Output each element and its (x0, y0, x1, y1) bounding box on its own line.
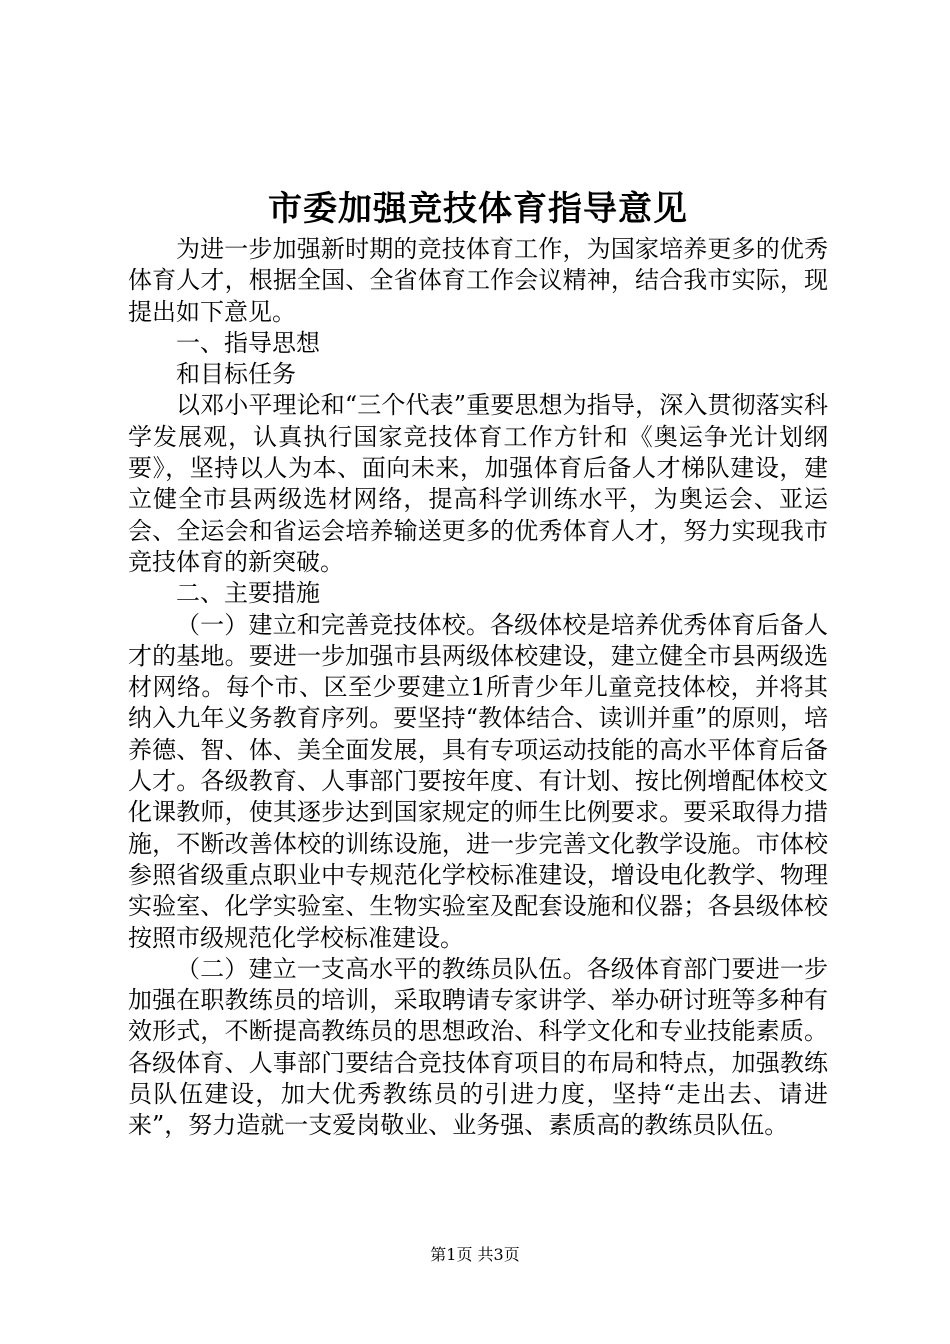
section-heading-objectives: 和目标任务 (176, 360, 296, 389)
guiding-thought-paragraph: 以邓小平理论和“三个代表”重要思想为指导，深入贯彻落实科学发展观，认真执行国家竞技体育工作方针和《奥运争光计划纲要》，坚持以人为本、面向未来，加强体育后备人才梯队建设，建立健全市县两级选材网络，提高科学训练水平，为奥运会、亚运会、全运会和省运会培养输送更多的优秀体育人才，努力实现我市竞技体育的新突破。 (128, 391, 828, 576)
section-heading-main-measures: 二、主要措施 (176, 579, 320, 608)
document-page (128, 186, 828, 1142)
measure-two-paragraph: （二）建立一支高水平的教练员队伍。各级体育部门要进一步加强在职教练员的培训，采取聘请专家讲学、举办研讨班等多种有效形式，不断提高教练员的思想政治、科学文化和专业技能素质。各级体育、人事部门要结合竞技体育项目的布局和特点，加强教练员队伍建设，加大优秀教练员的引进力度，坚持“走出去、请进来”，努力造就一支爱岗敬业、业务强、素质高的教练员队伍。 (128, 954, 828, 1140)
document-title: 市委加强竞技体育指导意见 (268, 189, 688, 229)
page-footer: 第1页 共3页 (430, 1245, 520, 1264)
intro-paragraph: 为进一步加强新时期的竞技体育工作，为国家培养更多的优秀体育人才，根据全国、全省体育工作会议精神，结合我市实际，现提出如下意见。 (128, 235, 828, 326)
section-heading-guiding-thought: 一、指导思想 (176, 328, 320, 357)
measure-one-paragraph: （一）建立和完善竞技体校。各级体校是培养优秀体育后备人才的基地。要进一步加强市县两级体校建设，建立健全市县两级选材网络。每个市、区至少要建立1所青少年儿童竞技体校，并将其纳入九年义务教育序列。要坚持“教体结合、读训并重”的原则，培养德、智、体、美全面发展，具有专项运动技能的高水平体育后备人才。各级教育、人事部门要按年度、有计划、按比例增配体校文化课教师，使其逐步达到国家规定的师生比例要求。要采取得力措施，不断改善体校的训练设施，进一步完善文化教学设施。市体校参照省级重点职业中专规范化学校标准建设，增设电化教学、物理实验室、化学实验室、生物实验室及配套设施和仪器；各县级体校按照市级规范化学校标准建设。 (128, 610, 828, 952)
